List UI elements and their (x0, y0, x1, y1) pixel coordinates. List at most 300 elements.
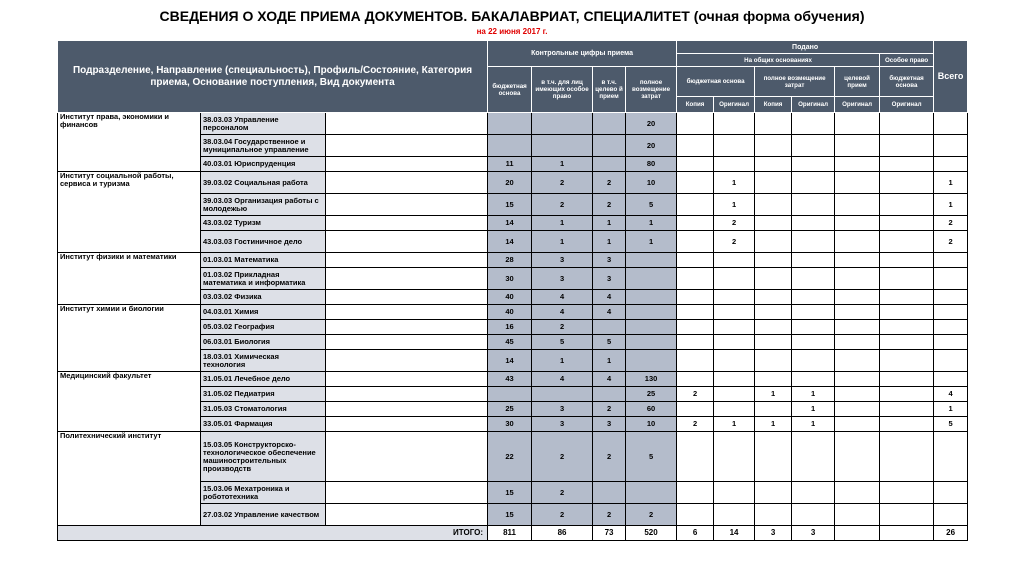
submitted-cell (835, 305, 880, 320)
plan-cell (626, 305, 677, 320)
profile-cell (326, 305, 488, 320)
submitted-cell (677, 290, 714, 305)
table-row (58, 372, 968, 387)
submitted-cell (714, 482, 755, 504)
row-total-cell (934, 113, 968, 135)
profile-cell (326, 504, 488, 526)
row-total-cell (934, 504, 968, 526)
profile-cell (326, 372, 488, 387)
program-name: 05.03.02 География (201, 320, 326, 335)
submitted-cell (792, 432, 835, 482)
submitted-cell (755, 372, 792, 387)
submitted-cell (792, 253, 835, 268)
header-doc-original: Оригинал (880, 97, 934, 113)
plan-cell: 1 (593, 216, 626, 231)
submitted-cell (880, 372, 934, 387)
submitted-cell (835, 482, 880, 504)
plan-cell (593, 482, 626, 504)
plan-cell: 43 (488, 372, 532, 387)
submitted-cell (714, 402, 755, 417)
profile-cell (326, 402, 488, 417)
submitted-cell (835, 231, 880, 253)
submitted-cell (755, 172, 792, 194)
header-doc-copy: Копия (755, 97, 792, 113)
submitted-cell (755, 113, 792, 135)
submitted-cell (677, 432, 714, 482)
row-total-cell: 2 (934, 231, 968, 253)
submitted-cell (880, 504, 934, 526)
submitted-cell (755, 402, 792, 417)
plan-cell (593, 135, 626, 157)
submitted-cell (880, 320, 934, 335)
submitted-cell (880, 231, 934, 253)
submitted-cell (792, 268, 835, 290)
profile-cell (326, 113, 488, 135)
submitted-cell (677, 253, 714, 268)
program-name: 18.03.01 Химическая технология (201, 350, 326, 372)
header-group-budget: бюджетная основа (677, 67, 755, 97)
submitted-cell (880, 482, 934, 504)
plan-cell: 2 (593, 402, 626, 417)
submitted-cell (677, 335, 714, 350)
totals-submitted-cell: 14 (714, 526, 755, 541)
program-name: 38.03.04 Государственное и муниципальное управление (201, 135, 326, 157)
plan-cell: 3 (593, 253, 626, 268)
submitted-cell (714, 387, 755, 402)
submitted-cell (755, 135, 792, 157)
submitted-cell (714, 372, 755, 387)
submitted-cell (880, 305, 934, 320)
submitted-cell (714, 135, 755, 157)
plan-cell: 1 (532, 231, 593, 253)
header-group-target: целевой прием (835, 67, 880, 97)
totals-plan-cell: 811 (488, 526, 532, 541)
row-total-cell: 5 (934, 417, 968, 432)
submitted-cell (677, 350, 714, 372)
submitted-cell (835, 372, 880, 387)
submitted-cell (835, 504, 880, 526)
plan-cell: 5 (626, 194, 677, 216)
plan-cell: 1 (593, 350, 626, 372)
header-kcp-target: в т.ч. целево й прием (593, 67, 626, 113)
submitted-cell (880, 157, 934, 172)
submitted-cell (755, 268, 792, 290)
row-total-cell (934, 372, 968, 387)
plan-cell: 20 (488, 172, 532, 194)
plan-cell: 14 (488, 216, 532, 231)
plan-cell: 2 (532, 172, 593, 194)
program-name: 15.03.06 Мехатроника и робототехника (201, 482, 326, 504)
plan-cell: 130 (626, 372, 677, 387)
plan-cell (532, 387, 593, 402)
plan-cell: 2 (593, 194, 626, 216)
submitted-cell (792, 372, 835, 387)
plan-cell: 3 (532, 253, 593, 268)
profile-cell (326, 290, 488, 305)
submitted-cell (755, 194, 792, 216)
plan-cell: 2 (532, 504, 593, 526)
plan-cell: 25 (488, 402, 532, 417)
submitted-cell (677, 135, 714, 157)
plan-cell: 2 (532, 194, 593, 216)
submitted-cell (714, 305, 755, 320)
institute-name: Институт физики и математики (58, 253, 201, 305)
plan-cell: 40 (488, 290, 532, 305)
submitted-cell (792, 290, 835, 305)
submitted-cell (755, 350, 792, 372)
plan-cell: 3 (593, 417, 626, 432)
plan-cell: 1 (626, 231, 677, 253)
row-total-cell (934, 157, 968, 172)
totals-submitted-cell (880, 526, 934, 541)
submitted-cell (792, 231, 835, 253)
table-row (58, 305, 968, 320)
header-main: Подразделение, Направление (специальность), Профиль/Состояние, Категория приема, Основание поступления, Вид документа (58, 41, 488, 113)
program-name: 31.05.03 Стоматология (201, 402, 326, 417)
plan-cell: 2 (593, 172, 626, 194)
plan-cell: 11 (488, 157, 532, 172)
header-general: На общих основаниях (677, 54, 880, 67)
plan-cell: 2 (626, 504, 677, 526)
submitted-cell (835, 268, 880, 290)
submitted-cell: 2 (714, 216, 755, 231)
submitted-cell (792, 482, 835, 504)
header-special: Особое право (880, 54, 934, 67)
submitted-cell (677, 216, 714, 231)
table-body (58, 113, 968, 526)
header-kcp-budget: бюджетная основа (488, 67, 532, 113)
program-name: 33.05.01 Фармация (201, 417, 326, 432)
plan-cell: 3 (532, 417, 593, 432)
plan-cell: 28 (488, 253, 532, 268)
submitted-cell (835, 135, 880, 157)
submitted-cell (880, 216, 934, 231)
program-name: 43.03.02 Туризм (201, 216, 326, 231)
totals-submitted-cell: 3 (755, 526, 792, 541)
program-name: 39.03.02 Социальная работа (201, 172, 326, 194)
program-name: 01.03.02 Прикладная математика и информатика (201, 268, 326, 290)
plan-cell: 2 (532, 432, 593, 482)
submitted-cell (792, 305, 835, 320)
profile-cell (326, 335, 488, 350)
submitted-cell: 2 (714, 231, 755, 253)
submitted-cell (880, 290, 934, 305)
program-name: 15.03.05 Конструкторско-технологическое обеспечение машиностроительных производств (201, 432, 326, 482)
submitted-cell (755, 253, 792, 268)
submitted-cell (792, 194, 835, 216)
submitted-cell (835, 350, 880, 372)
plan-cell: 1 (532, 157, 593, 172)
profile-cell (326, 350, 488, 372)
row-total-cell (934, 290, 968, 305)
submitted-cell (835, 432, 880, 482)
program-name: 31.05.02 Педиатрия (201, 387, 326, 402)
plan-cell (626, 253, 677, 268)
header-doc-original: Оригинал (835, 97, 880, 113)
admission-table (57, 40, 968, 541)
submitted-cell (677, 113, 714, 135)
submitted-cell (714, 157, 755, 172)
totals-submitted-cell (835, 526, 880, 541)
plan-cell: 2 (532, 320, 593, 335)
profile-cell (326, 216, 488, 231)
plan-cell: 1 (593, 231, 626, 253)
submitted-cell (880, 172, 934, 194)
row-total-cell (934, 350, 968, 372)
submitted-cell (835, 172, 880, 194)
plan-cell (488, 135, 532, 157)
table-row (58, 432, 968, 482)
submitted-cell (755, 157, 792, 172)
submitted-cell (714, 290, 755, 305)
totals-row (58, 526, 968, 541)
submitted-cell (677, 372, 714, 387)
plan-cell: 5 (593, 335, 626, 350)
profile-cell (326, 194, 488, 216)
submitted-cell (755, 320, 792, 335)
plan-cell: 2 (532, 482, 593, 504)
plan-cell (626, 482, 677, 504)
submitted-cell (714, 350, 755, 372)
plan-cell (626, 350, 677, 372)
submitted-cell (880, 253, 934, 268)
plan-cell: 4 (532, 290, 593, 305)
table-row (58, 172, 968, 194)
program-name: 43.03.03 Гостиничное дело (201, 231, 326, 253)
submitted-cell (792, 113, 835, 135)
plan-cell: 10 (626, 172, 677, 194)
plan-cell: 4 (593, 305, 626, 320)
submitted-cell (714, 504, 755, 526)
plan-cell: 10 (626, 417, 677, 432)
program-name: 03.03.02 Физика (201, 290, 326, 305)
program-name: 06.03.01 Биология (201, 335, 326, 350)
submitted-cell (880, 135, 934, 157)
submitted-cell (714, 432, 755, 482)
plan-cell (626, 290, 677, 305)
row-total-cell: 4 (934, 387, 968, 402)
plan-cell: 1 (532, 350, 593, 372)
plan-cell: 4 (532, 372, 593, 387)
row-total-cell: 1 (934, 172, 968, 194)
submitted-cell (714, 320, 755, 335)
submitted-cell (792, 350, 835, 372)
submitted-cell: 1 (714, 172, 755, 194)
plan-cell (532, 113, 593, 135)
submitted-cell: 1 (714, 194, 755, 216)
plan-cell: 40 (488, 305, 532, 320)
profile-cell (326, 135, 488, 157)
totals-plan-cell: 86 (532, 526, 593, 541)
row-total-cell (934, 253, 968, 268)
submitted-cell (880, 194, 934, 216)
submitted-cell (880, 350, 934, 372)
plan-cell (593, 157, 626, 172)
totals-submitted-cell: 6 (677, 526, 714, 541)
institute-name: Политехнический институт (58, 432, 201, 526)
submitted-cell (792, 504, 835, 526)
program-name: 38.03.03 Управление персоналом (201, 113, 326, 135)
submitted-cell (880, 387, 934, 402)
profile-cell (326, 482, 488, 504)
plan-cell: 1 (532, 216, 593, 231)
header-total: Всего (934, 41, 968, 113)
submitted-cell (880, 113, 934, 135)
submitted-cell: 1 (792, 417, 835, 432)
submitted-cell (792, 172, 835, 194)
submitted-cell (755, 231, 792, 253)
plan-cell: 2 (593, 504, 626, 526)
submitted-cell (835, 194, 880, 216)
profile-cell (326, 253, 488, 268)
plan-cell: 4 (593, 290, 626, 305)
plan-cell: 4 (532, 305, 593, 320)
submitted-cell (792, 135, 835, 157)
submitted-cell: 1 (755, 387, 792, 402)
plan-cell: 4 (593, 372, 626, 387)
header-kcp-paid: полное возмещение затрат (626, 67, 677, 113)
submitted-cell (677, 157, 714, 172)
submitted-cell: 2 (677, 417, 714, 432)
plan-cell: 30 (488, 417, 532, 432)
plan-cell: 14 (488, 350, 532, 372)
submitted-cell (714, 335, 755, 350)
plan-cell: 15 (488, 504, 532, 526)
plan-cell: 5 (626, 432, 677, 482)
submitted-cell (835, 335, 880, 350)
submitted-cell (755, 290, 792, 305)
header-doc-original: Оригинал (792, 97, 835, 113)
profile-cell (326, 387, 488, 402)
program-name: 01.03.01 Математика (201, 253, 326, 268)
row-total-cell: 2 (934, 216, 968, 231)
row-total-cell (934, 482, 968, 504)
row-total-cell (934, 320, 968, 335)
plan-cell: 3 (593, 268, 626, 290)
submitted-cell (755, 482, 792, 504)
plan-cell: 15 (488, 194, 532, 216)
submitted-cell (835, 417, 880, 432)
table-row (58, 113, 968, 135)
institute-name: Институт социальной работы, сервиса и туризма (58, 172, 201, 253)
profile-cell (326, 417, 488, 432)
row-total-cell (934, 335, 968, 350)
plan-cell (626, 320, 677, 335)
header-doc-original: Оригинал (714, 97, 755, 113)
submitted-cell (792, 335, 835, 350)
submitted-cell: 1 (792, 387, 835, 402)
submitted-cell (835, 216, 880, 231)
submitted-cell (677, 320, 714, 335)
submitted-cell (835, 387, 880, 402)
submitted-cell (755, 335, 792, 350)
plan-cell (626, 335, 677, 350)
submitted-cell (714, 113, 755, 135)
program-name: 31.05.01 Лечебное дело (201, 372, 326, 387)
submitted-cell (755, 432, 792, 482)
submitted-cell (880, 268, 934, 290)
plan-cell: 2 (593, 432, 626, 482)
header-group-special-budget: бюджетная основа (880, 67, 934, 97)
submitted-cell (792, 216, 835, 231)
plan-cell: 45 (488, 335, 532, 350)
row-total-cell (934, 135, 968, 157)
plan-cell: 80 (626, 157, 677, 172)
submitted-cell: 2 (677, 387, 714, 402)
plan-cell: 3 (532, 402, 593, 417)
totals-label: ИТОГО: (58, 526, 488, 541)
submitted-cell (677, 402, 714, 417)
submitted-cell (880, 402, 934, 417)
plan-cell (593, 320, 626, 335)
submitted-cell: 1 (792, 402, 835, 417)
institute-name: Институт права, экономики и финансов (58, 113, 201, 172)
profile-cell (326, 231, 488, 253)
header-doc-copy: Копия (677, 97, 714, 113)
header-submitted: Подано (677, 41, 934, 54)
submitted-cell (714, 253, 755, 268)
plan-cell (488, 113, 532, 135)
row-total-cell (934, 432, 968, 482)
plan-cell: 22 (488, 432, 532, 482)
submitted-cell (835, 290, 880, 305)
row-total-cell (934, 268, 968, 290)
submitted-cell (880, 335, 934, 350)
submitted-cell (755, 216, 792, 231)
plan-cell: 20 (626, 113, 677, 135)
profile-cell (326, 432, 488, 482)
totals-plan-cell: 520 (626, 526, 677, 541)
plan-cell: 3 (532, 268, 593, 290)
submitted-cell (792, 320, 835, 335)
submitted-cell (755, 504, 792, 526)
report-title: СВЕДЕНИЯ О ХОДЕ ПРИЕМА ДОКУМЕНТОВ. БАКАЛАВРИАТ, СПЕЦИАЛИТЕТ (очная форма обучения) (159, 8, 865, 24)
submitted-cell (677, 231, 714, 253)
submitted-cell (835, 320, 880, 335)
submitted-cell (835, 157, 880, 172)
submitted-cell (677, 172, 714, 194)
plan-cell: 14 (488, 231, 532, 253)
plan-cell (626, 268, 677, 290)
plan-cell: 20 (626, 135, 677, 157)
plan-cell: 5 (532, 335, 593, 350)
profile-cell (326, 268, 488, 290)
plan-cell: 25 (626, 387, 677, 402)
profile-cell (326, 172, 488, 194)
submitted-cell (677, 305, 714, 320)
submitted-cell (677, 482, 714, 504)
submitted-cell (835, 253, 880, 268)
report-date: на 22 июня 2017 г. (476, 27, 548, 36)
header-group-paid: полное возмещение затрат (755, 67, 835, 97)
row-total-cell: 1 (934, 402, 968, 417)
program-name: 39.03.03 Организация работы с молодежью (201, 194, 326, 216)
plan-cell: 15 (488, 482, 532, 504)
totals-plan-cell: 73 (593, 526, 626, 541)
submitted-cell (835, 113, 880, 135)
program-name: 04.03.01 Химия (201, 305, 326, 320)
plan-cell: 1 (626, 216, 677, 231)
plan-cell (593, 113, 626, 135)
institute-name: Медицинский факультет (58, 372, 201, 432)
plan-cell (532, 135, 593, 157)
submitted-cell (677, 504, 714, 526)
plan-cell (593, 387, 626, 402)
submitted-cell (677, 268, 714, 290)
submitted-cell: 1 (714, 417, 755, 432)
submitted-cell (677, 194, 714, 216)
plan-cell (488, 387, 532, 402)
